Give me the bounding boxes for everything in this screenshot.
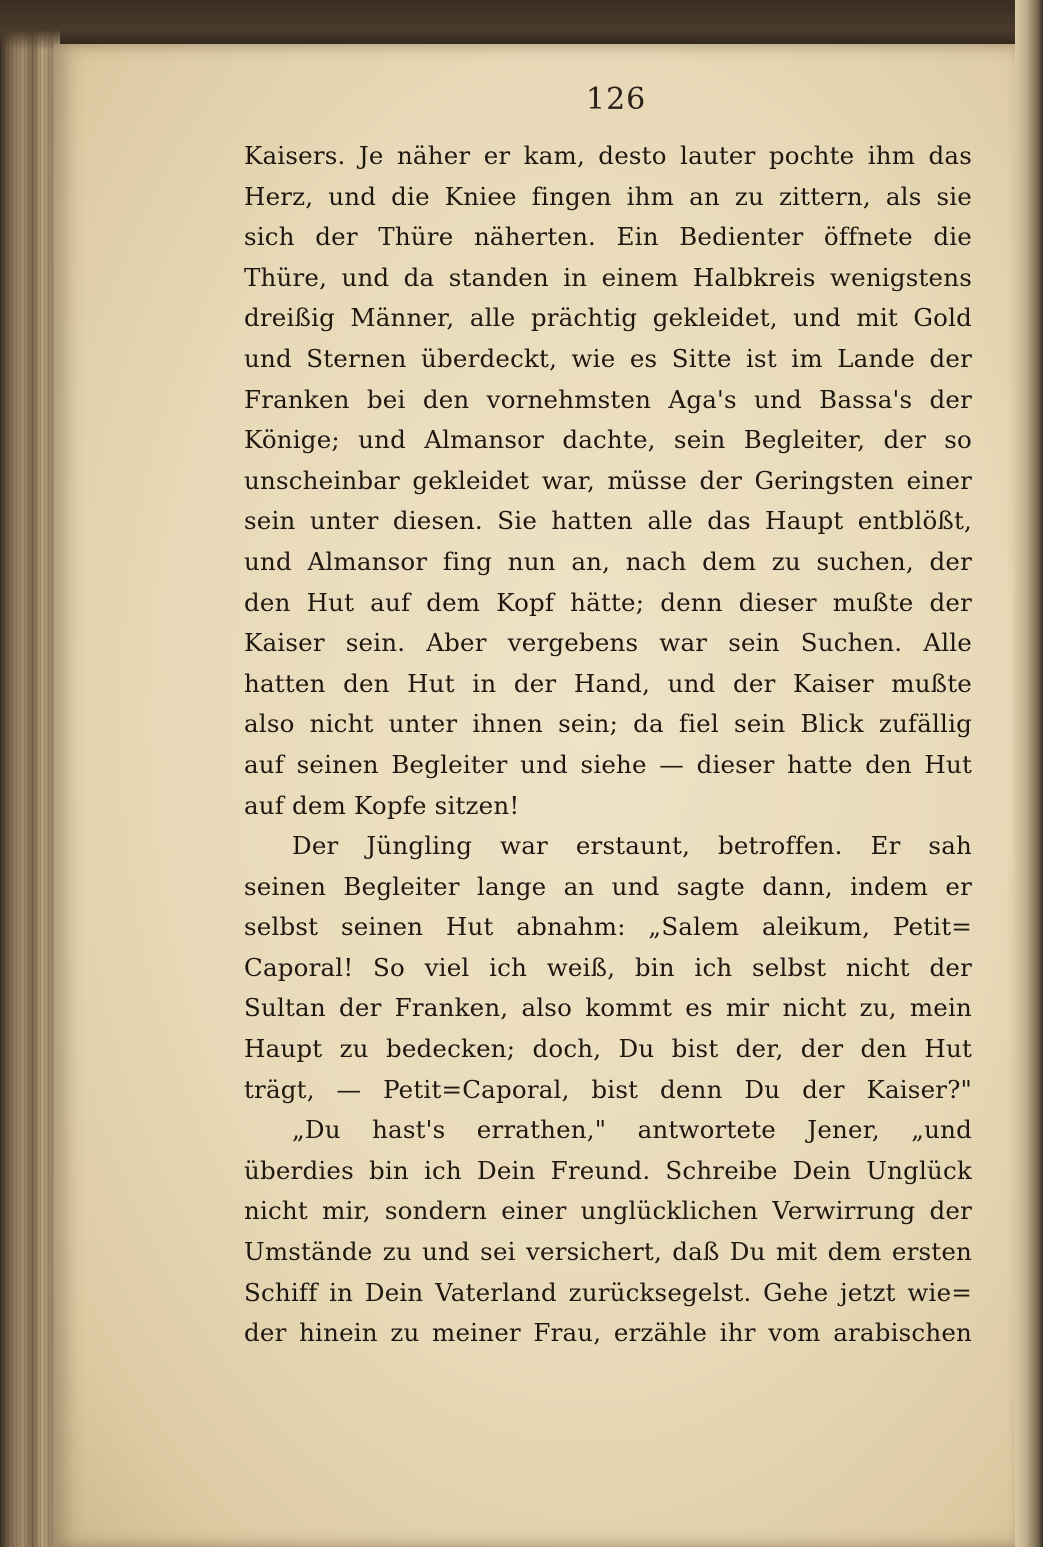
text-line: Thüre, und da standen in einem Halbkreis wenigstens [244, 262, 972, 292]
text-line: und Sternen überdeckt, wie es Sitte ist im Lande der [244, 343, 972, 373]
text-line: auf dem Kopfe sitzen! [244, 790, 520, 820]
text-line: Könige; und Almansor dachte, sein Begleiter, der so [244, 425, 972, 455]
text-line: Schiff in Dein Vaterland zurücksegelst. Gehe jetzt wie= [244, 1277, 972, 1307]
text-line: den Hut auf dem Kopf hätte; denn dieser mußte der [244, 587, 972, 617]
text-line: seinen Begleiter lange an und sagte dann, indem er [244, 871, 972, 901]
text-line: der hinein zu meiner Frau, erzähle ihr vom arabischen [244, 1318, 972, 1348]
page-number: 126 [586, 82, 647, 117]
text-line: und Almansor fing nun an, nach dem zu suchen, der [244, 546, 972, 576]
text-line: Der Jüngling war erstaunt, betroffen. Er sah [292, 831, 972, 861]
text-line: also nicht unter ihnen sein; da fiel sein Blick zufällig [244, 709, 972, 739]
text-line: hatten den Hut in der Hand, und der Kaiser mußte [244, 668, 972, 698]
text-line: Sultan der Franken, also kommt es mir nicht zu, mein [244, 993, 972, 1023]
text-line: überdies bin ich Dein Freund. Schreibe Dein Unglück [244, 1155, 972, 1185]
text-line: Haupt zu bedecken; doch, Du bist der, der den Hut [244, 1034, 972, 1064]
text-line: Umstände zu und sei versichert, daß Du mit dem ersten [244, 1237, 972, 1267]
body-text [244, 136, 972, 1354]
text-line: Kaiser sein. Aber vergebens war sein Suchen. Alle [244, 628, 972, 658]
text-line: selbst seinen Hut abnahm: „Salem aleikum, Petit= [244, 912, 972, 942]
text-line: nicht mir, sondern einer unglücklichen Verwirrung der [244, 1196, 972, 1226]
text-line: „Du hast's errathen," antwortete Jener, „und [292, 1115, 972, 1145]
top-edge [0, 0, 1043, 50]
text-line: auf seinen Begleiter und siehe — dieser hatte den Hut [244, 749, 972, 779]
binding-edge [1015, 0, 1043, 1547]
text-line: Kaisers. Je näher er kam, desto lauter pochte ihm das [244, 141, 972, 170]
page-stack-edge [0, 0, 60, 1547]
text-line: sich der Thüre näherten. Ein Bedienter öffnete die [244, 222, 972, 252]
text-line: Caporal! So viel ich weiß, bin ich selbst nicht der [244, 952, 972, 982]
text-line: trägt, — Petit=Caporal, bist denn Du der Kaiser?" [244, 1074, 972, 1104]
text-line: sein unter diesen. Sie hatten alle das Haupt entblößt, [244, 506, 972, 536]
text-line: dreißig Männer, alle prächtig gekleidet, und mit Gold [244, 303, 972, 333]
text-line: Herz, und die Kniee fingen ihm an zu zittern, als sie [244, 181, 972, 211]
text-line: unscheinbar gekleidet war, müsse der Geringsten einer [244, 465, 972, 495]
text-line: Franken bei den vornehmsten Aga's und Bassa's der [244, 384, 972, 414]
